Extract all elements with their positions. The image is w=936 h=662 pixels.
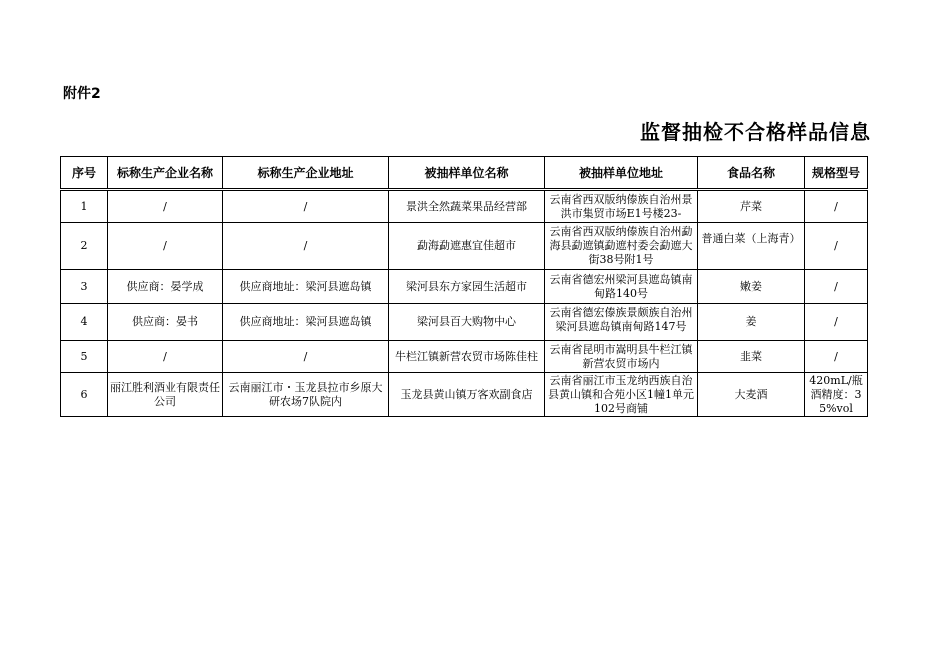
cell-producer-address: 供应商地址：梁河县遮岛镇 (223, 304, 389, 341)
cell-sampled-address (545, 190, 698, 223)
cell-producer: 供应商：晏书 (108, 304, 223, 341)
cell-sampled-unit: 勐海勐遮惠宜佳超市 (389, 223, 545, 270)
cell-sampled-address (545, 373, 698, 417)
table-row (61, 373, 868, 417)
column-header-food-name: 食品名称 (698, 157, 805, 190)
cell-producer: / (108, 341, 223, 373)
cell-no: 5 (61, 341, 108, 373)
cell-sampled-unit: 梁河县百大购物中心 (389, 304, 545, 341)
cell-producer-address: / (223, 341, 389, 373)
cell-sampled-address-text: 云南省西双版纳傣族自治州勐海县勐遮镇勐遮村委会勐遮大街38号附1号 (549, 225, 693, 266)
table-row (61, 304, 868, 341)
cell-producer-address: / (223, 223, 389, 270)
cell-food-name: 嫩姜 (698, 270, 805, 304)
cell-spec: / (805, 341, 868, 373)
cell-spec (805, 373, 868, 417)
cell-sampled-address-text: 云南省西双版纳傣族自治州景洪市集贸市场E1号楼23- (549, 192, 693, 220)
cell-producer-address: 供应商地址：梁河县遮岛镇 (223, 270, 389, 304)
cell-sampled-address-text: 云南省丽江市玉龙纳西族自治县黄山镇和合苑小区1幢1单元102号商铺 (548, 373, 694, 415)
cell-no: 2 (61, 223, 108, 270)
cell-producer-address: 云南丽江市・玉龙县拉市乡原大研农场7队院内 (223, 373, 389, 417)
page-title: 监督抽检不合格样品信息 (640, 120, 871, 144)
cell-sampled-address (545, 304, 698, 341)
cell-food-name-text: 普通白菜（上海青） (701, 232, 801, 245)
table-header-row (61, 157, 868, 190)
cell-sampled-address (545, 223, 698, 270)
cell-food-name: 芹菜 (698, 190, 805, 223)
cell-food-name: 韭菜 (698, 341, 805, 373)
column-header-producer: 标称生产企业名称 (108, 157, 223, 190)
cell-sampled-unit: 牛栏江镇新营农贸市场陈佳柱 (389, 341, 545, 373)
cell-sampled-unit: 梁河县东方家园生活超市 (389, 270, 545, 304)
cell-sampled-unit: 玉龙县黄山镇万客欢副食店 (389, 373, 545, 417)
cell-sampled-address (545, 270, 698, 304)
cell-producer: / (108, 190, 223, 223)
cell-spec: / (805, 223, 868, 270)
cell-sampled-address-text: 云南省德宏傣族景颇族自治州梁河县遮岛镇南甸路147号 (549, 305, 693, 333)
cell-producer: 供应商：晏学成 (108, 270, 223, 304)
cell-no: 4 (61, 304, 108, 341)
column-header-no: 序号 (61, 157, 108, 190)
cell-producer: 丽江胜利酒业有限责任公司 (108, 373, 223, 417)
column-header-spec: 规格型号 (805, 157, 868, 190)
unqualified-samples-table (60, 156, 868, 417)
cell-spec-text: 420mL/瓶酒精度：35%vol (809, 373, 863, 415)
table-row (61, 270, 868, 304)
table-row (61, 341, 868, 373)
cell-producer: / (108, 223, 223, 270)
cell-no: 1 (61, 190, 108, 223)
cell-spec: / (805, 270, 868, 304)
cell-food-name: 大麦酒 (698, 373, 805, 417)
column-header-sampled-unit: 被抽样单位名称 (389, 157, 545, 190)
cell-sampled-address-text: 云南省德宏州梁河县遮岛镇南甸路140号 (549, 272, 693, 300)
cell-no: 6 (61, 373, 108, 417)
cell-producer-address: / (223, 190, 389, 223)
cell-sampled-address-text: 云南省昆明市嵩明县牛栏江镇新营农贸市场内 (549, 342, 693, 370)
table-row (61, 223, 868, 270)
cell-spec: / (805, 190, 868, 223)
column-header-sampled-address: 被抽样单位地址 (545, 157, 698, 190)
cell-sampled-address (545, 341, 698, 373)
table-row (61, 190, 868, 223)
cell-spec: / (805, 304, 868, 341)
column-header-producer-address: 标称生产企业地址 (223, 157, 389, 190)
cell-no: 3 (61, 270, 108, 304)
cell-food-name (698, 223, 805, 270)
attachment-label: 附件2 (63, 86, 101, 102)
cell-food-name: 姜 (698, 304, 805, 341)
cell-sampled-unit: 景洪全然蔬菜果品经营部 (389, 190, 545, 223)
